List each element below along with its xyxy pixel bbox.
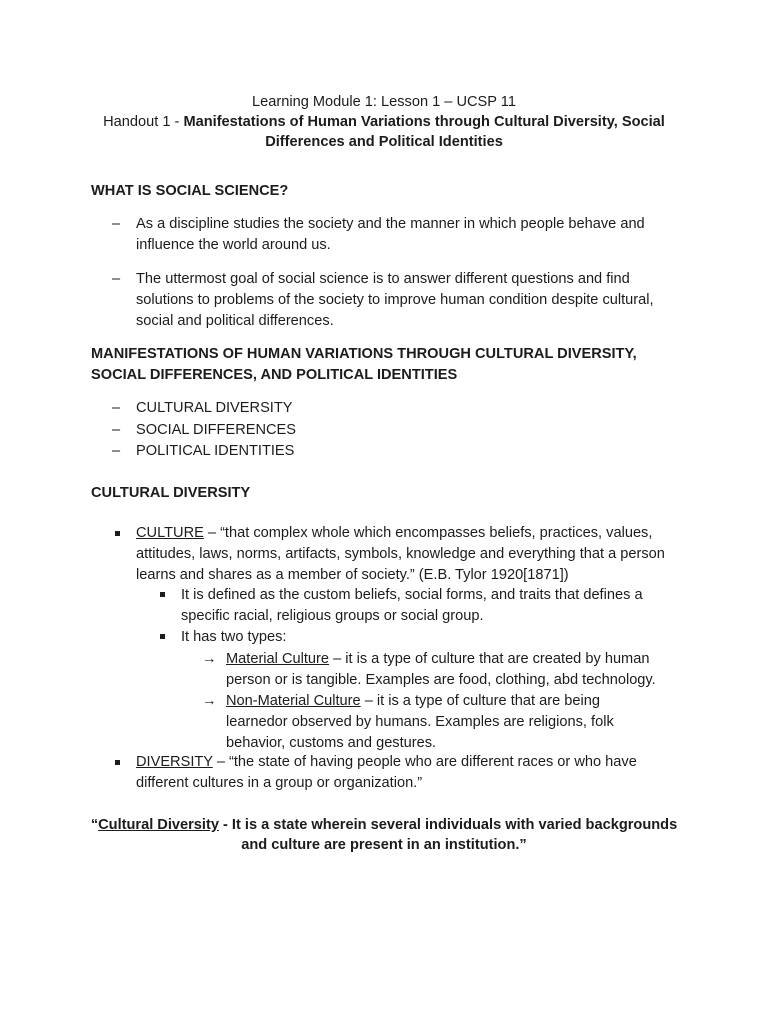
dash-bullet: – [112,443,121,459]
non-material-culture-item [226,691,646,754]
diversity-definition-text: – “the state of having people who are different races or who have different cultures in a group or organization.” [136,754,637,791]
culture-definition [136,523,676,586]
culture-term: CULTURE [136,525,204,541]
diversity-term: DIVERSITY [136,754,213,770]
dash-bullet: – [112,400,121,416]
section-heading-manifestations-line1: MANIFESTATIONS OF HUMAN VARIATIONS THROUGH CULTURAL DIVERSITY, [91,346,637,362]
culture-sub-item: It has two types: [181,629,287,645]
section-heading-social-science: WHAT IS SOCIAL SCIENCE? [91,183,289,199]
material-culture-term: Material Culture [226,651,330,667]
dash-bullet: – [112,271,121,287]
dash-bullet: – [112,422,121,438]
handout-title-bold: Manifestations of Human Variations through Cultural Diversity, Social Differences and Political Identities [183,114,665,150]
diversity-definition [136,752,676,794]
square-bullet-icon [160,592,165,597]
list-item: SOCIAL DIFFERENCES [136,422,297,438]
quote-term: Cultural Diversity [98,817,219,833]
handout-title [90,112,678,152]
culture-sub-item: It is defined as the custom beliefs, social forms, and traits that defines a specific racial, religious groups or social group. [181,587,643,624]
document-header [90,92,678,152]
list-item: CULTURAL DIVERSITY [136,400,293,416]
handout-prefix: Handout 1 - [103,114,184,130]
square-bullet-icon [160,634,165,639]
section-heading-cultural-diversity: CULTURAL DIVERSITY [91,485,251,501]
material-culture-text: – it is a type of culture that are created by human person or is tangible. Examples are food, clothing, abd technology. [226,651,656,688]
list-item: The uttermost goal of social science is to answer different questions and find solutions to problems of the society to improve human condition despite cultural, social and political differences. [136,271,654,329]
non-material-culture-term: Non-Material Culture [226,693,361,709]
right-arrow-icon: → [202,651,217,667]
section-heading-manifestations-line2: SOCIAL DIFFERENCES, AND POLITICAL IDENTITIES [91,367,458,383]
material-culture-item [226,649,676,691]
square-bullet-icon [115,760,120,765]
list-item: POLITICAL IDENTITIES [136,443,295,459]
non-material-culture-text: – it is a type of culture that are being learnedor observed by humans. Examples are religions, folk behavior, customs and gestures. [226,693,614,751]
quote-text: - It is a state wherein several individuals with varied backgrounds and culture are present in an institution.” [218,817,678,853]
dash-bullet: – [112,216,121,232]
quote-open: “ [90,817,99,833]
square-bullet-icon [115,531,120,536]
list-item: As a discipline studies the society and the manner in which people behave and influence the world around us. [136,216,645,253]
cultural-diversity-quote [90,815,678,855]
module-title: Learning Module 1: Lesson 1 – UCSP 11 [252,94,516,110]
right-arrow-icon: → [202,693,217,709]
culture-definition-text: – “that complex whole which encompasses beliefs, practices, values, attitudes, laws, norms, artifacts, symbols, knowledge and everything that a person learns and shares as a member of society.” (E.B. Tylor 1920[1871]) [136,525,665,583]
